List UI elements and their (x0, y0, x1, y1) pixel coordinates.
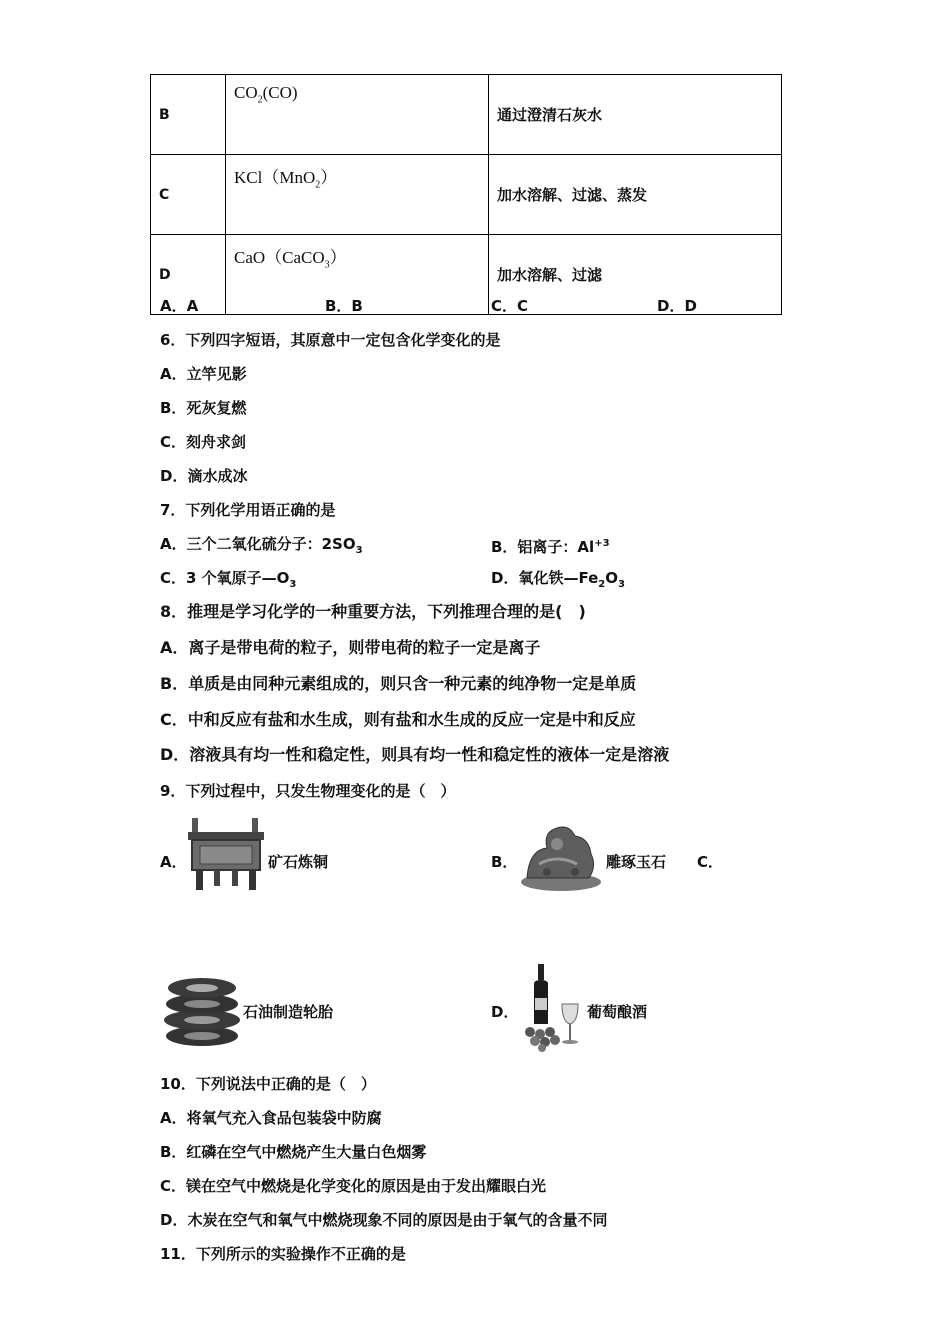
q10-option-d[interactable]: D．木炭在空气和氧气中燃烧现象不同的原因是由于氧气的含量不同 (160, 1211, 608, 1229)
q8-option-c[interactable]: C．中和反应有盐和水生成，则有盐和水生成的反应一定是中和反应 (160, 710, 636, 729)
method-cell: 加水溶解、过滤、蒸发 (489, 155, 782, 235)
q8-stem: 8．推理是学习化学的一种重要方法，下列推理合理的是( ) (160, 602, 586, 621)
tires-image (162, 970, 242, 1048)
row-label: D (151, 235, 226, 315)
q9-option-c-label[interactable]: C． (697, 853, 724, 871)
q6-option-d[interactable]: D．滴水成冰 (160, 467, 248, 485)
q6-option-a[interactable]: A．立竿见影 (160, 365, 247, 383)
q9-option-b-text: 雕琢玉石 (606, 853, 667, 871)
jade-carving-image (517, 820, 603, 892)
q5-option-d[interactable]: D．D (657, 297, 697, 315)
wine-grapes-image (520, 962, 584, 1052)
q8-option-a[interactable]: A．离子是带电荷的粒子，则带电荷的粒子一定是离子 (160, 638, 541, 657)
q5-option-c[interactable]: C．C (491, 297, 529, 315)
q7-option-a[interactable]: A．三个二氧化硫分子：$2SO_3$ (160, 535, 363, 556)
q6-stem: 6．下列四字短语，其原意中一定包含化学变化的是 (160, 331, 501, 349)
q6-option-c[interactable]: C．刻舟求剑 (160, 433, 247, 451)
q5-option-b[interactable]: B．B (325, 297, 363, 315)
q7-option-b[interactable]: B．铝离子：$Al^{+3}$ (491, 538, 610, 556)
q9-stem: 9．下列过程中，只发生物理变化的是（ ） (160, 782, 456, 800)
q11-stem: 11．下列所示的实验操作不正确的是 (160, 1245, 406, 1263)
table-row (151, 75, 782, 155)
substance-cell: KCl（MnO$_2$） (226, 155, 489, 235)
method-cell: 加水溶解、过滤 (489, 235, 782, 315)
q9-option-a-label[interactable]: A． (160, 853, 187, 871)
q6-option-b[interactable]: B．死灰复燃 (160, 399, 247, 417)
q9-option-d-label[interactable]: D． (491, 1003, 519, 1021)
q7-option-d[interactable]: D．氧化铁$—Fe_2O_3$ (491, 569, 625, 590)
substance-cell: $CO_2(CO)$ (226, 75, 489, 155)
q8-option-d[interactable]: D．溶液具有均一性和稳定性，则具有均一性和稳定性的液体一定是溶液 (160, 745, 670, 764)
method-cell: 通过澄清石灰水 (489, 75, 782, 155)
q8-option-b[interactable]: B．单质是由同种元素组成的，则只含一种元素的纯净物一定是单质 (160, 674, 637, 693)
q10-option-c[interactable]: C．镁在空气中燃烧是化学变化的原因是由于发出耀眼白光 (160, 1177, 547, 1195)
q5-option-a[interactable]: A．A (160, 297, 199, 315)
q10-option-b[interactable]: B．红磷在空气中燃烧产生大量白色烟雾 (160, 1143, 427, 1161)
q7-option-c[interactable]: C．3 个氧原子$—O_3$ (160, 569, 297, 590)
q7-stem: 7．下列化学用语正确的是 (160, 501, 336, 519)
row-label: C (151, 155, 226, 235)
table-row (151, 155, 782, 235)
q9-option-d-text: 葡萄酿酒 (587, 1003, 648, 1021)
q9-option-b-label[interactable]: B． (491, 853, 518, 871)
q9-option-c-text: 石油制造轮胎 (243, 1003, 334, 1021)
q10-option-a[interactable]: A．将氧气充入食品包装袋中防腐 (160, 1109, 382, 1127)
substance-cell: CaO（CaCO$_3$） (226, 235, 489, 315)
bronze-ding-image (186, 816, 266, 894)
q10-stem: 10．下列说法中正确的是（ ） (160, 1075, 376, 1093)
row-label: B (151, 75, 226, 155)
q9-option-a-text: 矿石炼铜 (268, 853, 329, 871)
separation-table (150, 74, 782, 315)
